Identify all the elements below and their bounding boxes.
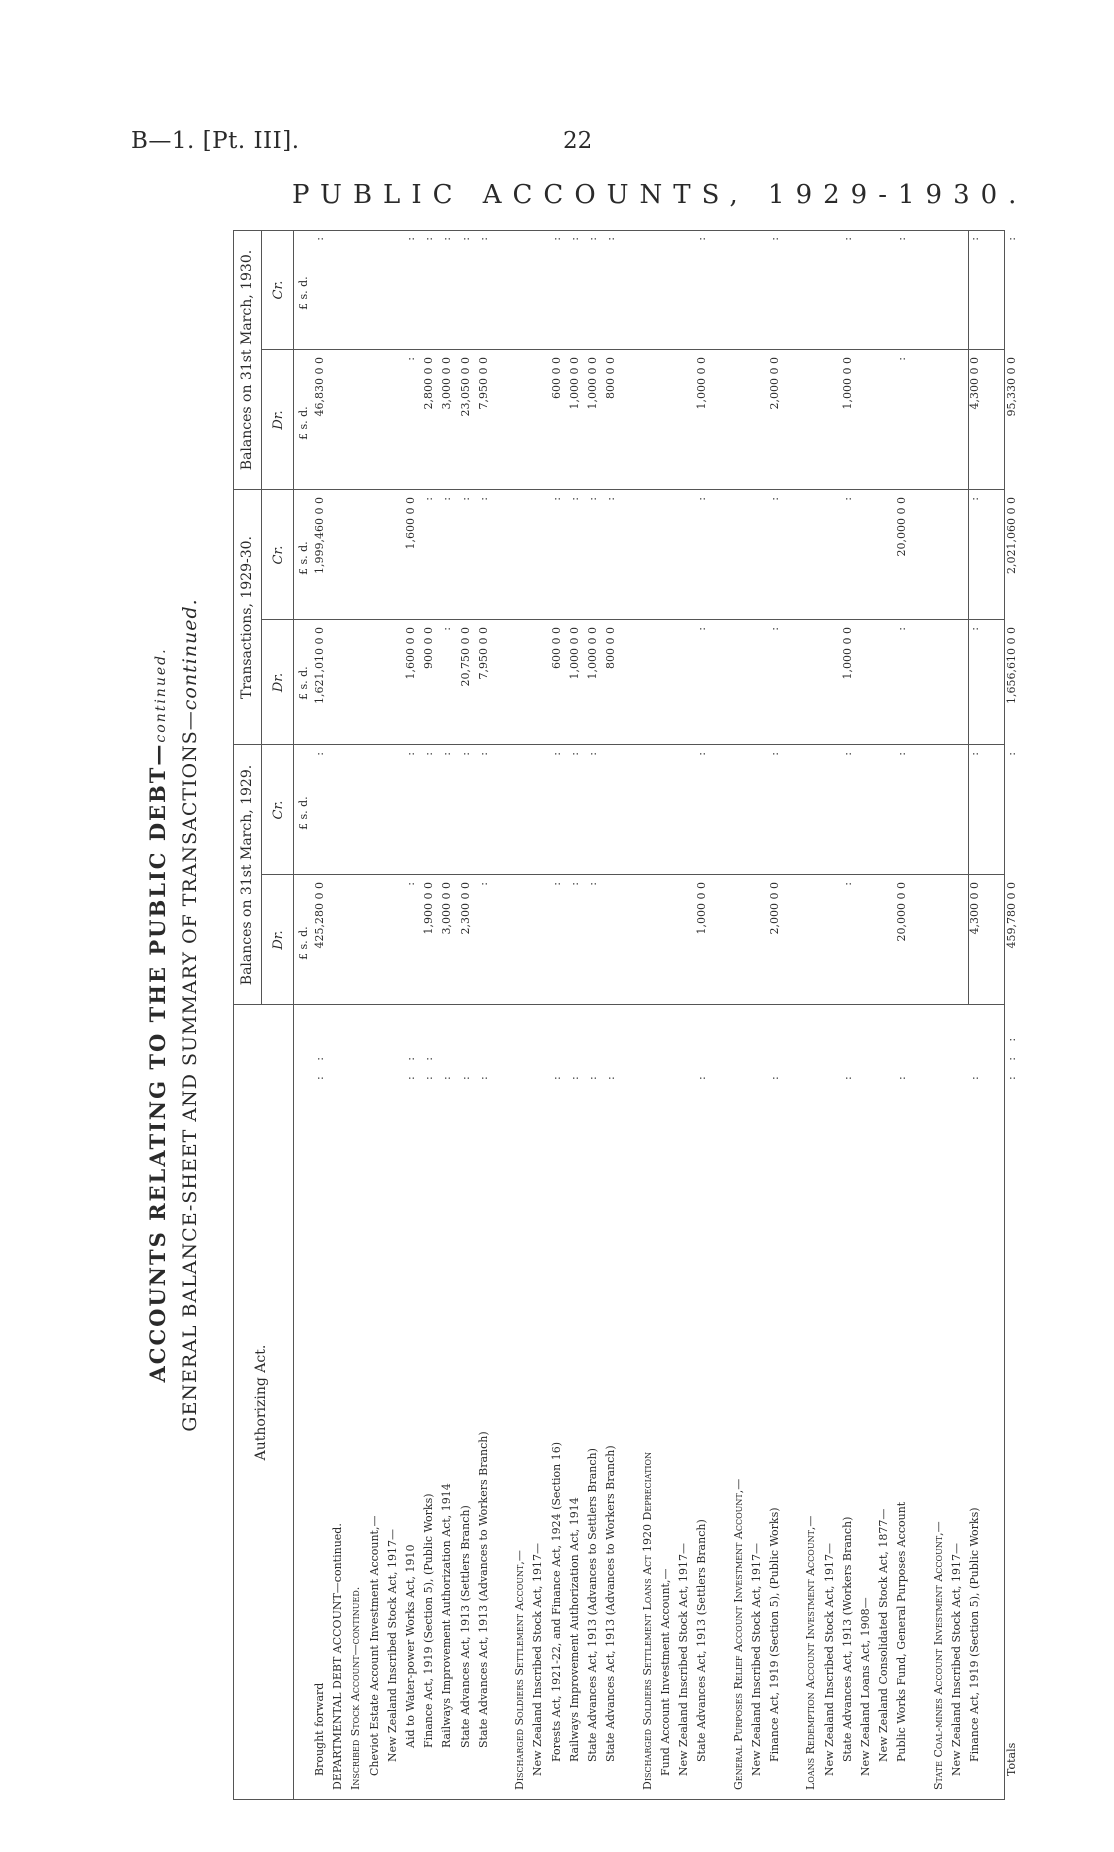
table-row bbox=[823, 230, 837, 1800]
cell-b29-dr: 3,000 0 0 bbox=[440, 882, 454, 935]
table-row bbox=[732, 230, 746, 1800]
cell-t-dr: : bbox=[968, 627, 982, 631]
b30-dr-currency: £ s. d. bbox=[297, 406, 310, 440]
row-label: New Zealand Inscribed Stock Act, 1917— bbox=[950, 1543, 963, 1776]
row-leader-dots: : : bbox=[313, 1051, 326, 1080]
table-row bbox=[895, 230, 909, 1800]
row-label: State Advances Act, 1913 (Settlers Branch) bbox=[458, 1505, 472, 1748]
table-row bbox=[513, 230, 527, 1800]
row-label: New Zealand Inscribed Stock Act, 1917— bbox=[385, 1529, 399, 1762]
cell-b29-cr: : bbox=[768, 752, 781, 756]
cell-t-dr: : bbox=[895, 627, 909, 631]
cell-b29-dr: 2,000 0 0 bbox=[768, 882, 781, 935]
cell-t-dr: 1,621,010 0 0 bbox=[313, 627, 326, 704]
row-leader-dots: : bbox=[604, 1070, 618, 1080]
table-row bbox=[622, 230, 636, 1800]
row-label: Fund Account Investment Account,— bbox=[658, 1568, 672, 1776]
table-row bbox=[641, 230, 655, 1800]
row-label: Forests Act, 1921-22, and Finance Act, 1924 (Section 16) bbox=[549, 1441, 563, 1762]
document-reference: B—1. [Pt. III]. bbox=[131, 128, 300, 154]
row-label: State Advances Act, 1913 (Advances to Workers Branch) bbox=[604, 1445, 618, 1762]
cell-b29-dr: : bbox=[404, 882, 417, 886]
table-row bbox=[677, 230, 691, 1800]
row-leader-dots: : bbox=[895, 1070, 909, 1080]
col-header-balances-1929: Balances on 31st March, 1929. bbox=[239, 764, 255, 986]
row-label: Inscribed Stock Account—continued. bbox=[349, 1586, 363, 1790]
table-row bbox=[531, 230, 545, 1800]
cell-b30-cr: : bbox=[440, 237, 454, 241]
row-label: Aid to Water-power Works Act, 1910 bbox=[404, 1544, 417, 1748]
cell-t-dr: 1,656,610 0 0 bbox=[1004, 627, 1018, 704]
table-subtitle-main: GENERAL BALANCE-SHEET AND SUMMARY OF TRANSACTIONS— bbox=[179, 710, 201, 1432]
cell-b29-cr: : bbox=[313, 752, 326, 756]
row-label: New Zealand Inscribed Stock Act, 1917— bbox=[677, 1543, 690, 1776]
table-row bbox=[477, 230, 491, 1800]
table-row bbox=[859, 230, 873, 1800]
cell-b30-dr: 1,000 0 0 bbox=[586, 357, 599, 410]
cell-b29-cr: : bbox=[549, 752, 563, 756]
table-title-main: ACCOUNTS RELATING TO THE PUBLIC DEBT— bbox=[145, 742, 170, 1383]
cell-b29-dr: 20,000 0 0 bbox=[895, 882, 909, 942]
cell-t-dr: 1,600 0 0 bbox=[404, 627, 417, 680]
cell-t-dr: 1,000 0 0 bbox=[840, 627, 854, 680]
row-label: General Purposes Relief Account Investment Account,— bbox=[731, 1478, 745, 1790]
cell-b30-cr: : bbox=[895, 237, 909, 241]
row-label: State Advances Act, 1913 (Workers Branch) bbox=[840, 1516, 854, 1762]
row-label: Discharged Soldiers Settlement Account,— bbox=[513, 1550, 527, 1790]
b29-dr-currency: £ s. d. bbox=[297, 926, 310, 960]
cell-b30-cr: : bbox=[768, 237, 781, 241]
cell-t-cr: : bbox=[695, 497, 709, 501]
table-title bbox=[145, 230, 170, 1800]
cell-t-cr: : bbox=[968, 497, 982, 501]
cell-b29-cr: : bbox=[404, 752, 417, 756]
cell-t-dr: : bbox=[695, 627, 709, 631]
cell-b29-cr: : bbox=[586, 752, 599, 756]
row-leader-dots: : bbox=[768, 1070, 781, 1080]
cell-b29-cr: : bbox=[567, 752, 581, 756]
cell-t-dr: 600 0 0 bbox=[549, 627, 563, 669]
row-leader-dots: : bbox=[840, 1070, 854, 1080]
row-label: Finance Act, 1919 (Section 5), (Public Works) bbox=[768, 1507, 781, 1762]
table-row bbox=[968, 230, 982, 1800]
cell-b29-dr: 4,300 0 0 bbox=[968, 882, 982, 935]
cell-b30-cr: : bbox=[404, 237, 417, 241]
table-row bbox=[986, 230, 1000, 1800]
table-row bbox=[568, 230, 582, 1800]
table-row bbox=[422, 230, 436, 1800]
row-label: Totals bbox=[1004, 1742, 1018, 1776]
cell-b29-dr: 2,300 0 0 bbox=[458, 882, 472, 935]
row-label: Finance Act, 1919 (Section 5), (Public Works) bbox=[968, 1507, 982, 1762]
table-row bbox=[950, 230, 964, 1800]
table-row bbox=[368, 230, 382, 1800]
row-leader-dots: : : bbox=[404, 1051, 417, 1080]
cell-b30-cr: : bbox=[586, 237, 599, 241]
b29-dr-header: Dr. bbox=[271, 930, 286, 950]
cell-t-cr: : bbox=[586, 497, 599, 501]
table-subtitle bbox=[179, 230, 201, 1800]
cell-b29-cr: : bbox=[440, 752, 454, 756]
cell-b30-dr: 600 0 0 bbox=[549, 357, 563, 399]
row-leader-dots: : bbox=[695, 1070, 709, 1080]
cell-b30-dr: 2,800 0 0 bbox=[422, 357, 436, 410]
row-label: New Zealand Loans Act, 1908— bbox=[859, 1597, 872, 1776]
cell-b30-cr: : bbox=[458, 237, 472, 241]
table-row bbox=[695, 230, 709, 1800]
cell-b29-cr: : bbox=[695, 752, 709, 756]
cell-t-dr: 1,000 0 0 bbox=[586, 627, 599, 680]
page-number: 22 bbox=[563, 128, 593, 154]
cell-t-dr: : bbox=[440, 627, 454, 631]
row-leader-dots: : bbox=[549, 1070, 563, 1080]
t-cr-currency: £ s. d. bbox=[297, 541, 310, 575]
table-row bbox=[750, 230, 764, 1800]
cell-b29-cr: : bbox=[476, 752, 490, 756]
row-label: New Zealand Inscribed Stock Act, 1917— bbox=[822, 1543, 836, 1776]
cell-b30-dr: 2,000 0 0 bbox=[768, 357, 781, 410]
cell-b29-dr: : bbox=[840, 882, 854, 886]
cell-b30-cr: : bbox=[313, 237, 326, 241]
table-row bbox=[349, 230, 363, 1800]
cell-b30-cr: : bbox=[422, 237, 436, 241]
table-title-continued: continued. bbox=[153, 647, 169, 743]
cell-t-cr: : bbox=[422, 497, 436, 501]
table-subtitle-continued: continued. bbox=[179, 598, 201, 711]
row-label: Cheviot Estate Account Investment Account,— bbox=[367, 1515, 381, 1776]
row-leader-dots: : bbox=[440, 1070, 454, 1080]
table-row bbox=[914, 230, 928, 1800]
table-row bbox=[713, 230, 727, 1800]
cell-b30-cr: : bbox=[1004, 237, 1018, 241]
t-dr-header: Dr. bbox=[271, 672, 286, 693]
row-label: New Zealand Inscribed Stock Act, 1917— bbox=[749, 1543, 763, 1776]
header-rule bbox=[293, 230, 294, 1800]
cell-t-cr: : bbox=[440, 497, 454, 501]
table-row bbox=[404, 230, 418, 1800]
row-leader-dots: : bbox=[458, 1070, 472, 1080]
b30-cr-currency: £ s. d. bbox=[297, 276, 310, 310]
row-label: New Zealand Inscribed Stock Act, 1917— bbox=[531, 1543, 545, 1776]
cell-t-cr: : bbox=[476, 497, 490, 501]
running-title: PUBLIC ACCOUNTS, 1929-1930. bbox=[292, 180, 1028, 210]
cell-b30-dr: 1,000 0 0 bbox=[695, 357, 709, 410]
table-top-rule bbox=[233, 230, 234, 1800]
table-row bbox=[804, 230, 818, 1800]
cell-t-cr: : bbox=[604, 497, 618, 501]
cell-b29-dr: 459,780 0 0 bbox=[1004, 882, 1018, 949]
cell-t-dr: 20,750 0 0 bbox=[458, 627, 472, 687]
table-row bbox=[440, 230, 454, 1800]
cell-b29-dr: : bbox=[549, 882, 563, 886]
row-label: Railways Improvement Authorization Act, 1914 bbox=[567, 1497, 581, 1762]
row-label: New Zealand Consolidated Stock Act, 1877— bbox=[877, 1508, 891, 1762]
table-row bbox=[313, 230, 327, 1800]
row-label: Brought forward bbox=[313, 1682, 326, 1776]
row-leader-dots: : bbox=[476, 1070, 490, 1080]
cell-b29-dr: 425,280 0 0 bbox=[313, 882, 326, 949]
cell-b29-cr: : bbox=[422, 752, 436, 756]
cell-t-cr: : bbox=[458, 497, 472, 501]
table-row bbox=[841, 230, 855, 1800]
table-row bbox=[459, 230, 473, 1800]
row-label: Loans Redemption Account Investment Account,— bbox=[804, 1515, 818, 1790]
cell-b30-dr: 7,950 0 0 bbox=[476, 357, 490, 410]
cell-b29-dr: : bbox=[567, 882, 581, 886]
col-header-transactions: Transactions, 1929-30. bbox=[239, 535, 255, 700]
cell-b30-dr: 46,830 0 0 bbox=[313, 357, 326, 417]
table-row bbox=[386, 230, 400, 1800]
b30-dr-header: Dr. bbox=[271, 410, 286, 430]
cell-b29-dr: : bbox=[586, 882, 599, 886]
group-header-rule bbox=[261, 230, 262, 1005]
row-label: Discharged Soldiers Settlement Loans Act 1920 Depreciation bbox=[640, 1451, 654, 1790]
accounts-table bbox=[233, 230, 1018, 1800]
rotated-table-block bbox=[145, 230, 1018, 1800]
cell-b30-dr: : bbox=[895, 357, 909, 361]
table-row bbox=[877, 230, 891, 1800]
cell-b30-dr: : bbox=[404, 357, 417, 361]
cell-b29-cr: : bbox=[1004, 752, 1018, 756]
row-label: State Advances Act, 1913 (Advances to Settlers Branch) bbox=[586, 1448, 599, 1762]
cell-t-dr: 1,000 0 0 bbox=[567, 627, 581, 680]
row-leader-dots: : bbox=[567, 1070, 581, 1080]
cell-b30-cr: : bbox=[549, 237, 563, 241]
row-label: State Coal-mines Account Investment Account,— bbox=[931, 1521, 945, 1790]
row-label: State Advances Act, 1913 (Settlers Branch) bbox=[695, 1519, 709, 1762]
row-label: Finance Act, 1919 (Section 5), (Public Works) bbox=[422, 1493, 436, 1748]
col-header-balances-1930: Balances on 31st March, 1930. bbox=[239, 249, 255, 471]
table-row bbox=[604, 230, 618, 1800]
cell-b30-cr: : bbox=[695, 237, 709, 241]
cell-b30-cr: : bbox=[968, 237, 982, 241]
table-row bbox=[550, 230, 564, 1800]
cell-t-cr: : bbox=[567, 497, 581, 501]
cell-t-cr: 1,999,460 0 0 bbox=[313, 497, 326, 574]
cell-t-dr: : bbox=[768, 627, 781, 631]
row-leader-dots: : bbox=[586, 1070, 599, 1080]
row-leader-dots: : bbox=[968, 1070, 982, 1080]
cell-b29-cr: : bbox=[840, 752, 854, 756]
cell-b30-dr: 1,000 0 0 bbox=[840, 357, 854, 410]
row-leader-dots: : : bbox=[422, 1051, 436, 1080]
row-label: Public Works Fund, General Purposes Account bbox=[895, 1501, 909, 1762]
cell-t-cr: : bbox=[549, 497, 563, 501]
cell-t-dr: 800 0 0 bbox=[604, 627, 618, 669]
cell-b30-dr: 23,050 0 0 bbox=[458, 357, 472, 417]
cell-b30-cr: : bbox=[604, 237, 618, 241]
col-header-act: Authorizing Act. bbox=[253, 1344, 269, 1461]
b30-cr-header: Cr. bbox=[271, 280, 286, 300]
cell-b30-cr: : bbox=[567, 237, 581, 241]
cell-t-cr: : bbox=[768, 497, 781, 501]
row-label: DEPARTMENTAL DEBT ACCOUNT—continued. bbox=[331, 1523, 345, 1790]
table-row bbox=[768, 230, 782, 1800]
cell-t-dr: 7,950 0 0 bbox=[476, 627, 490, 680]
row-label: Railways Improvement Authorization Act, 1914 bbox=[440, 1483, 454, 1748]
t-dr-currency: £ s. d. bbox=[297, 666, 310, 700]
cell-t-cr: : bbox=[840, 497, 854, 501]
cell-b30-cr: : bbox=[476, 237, 490, 241]
cell-t-cr: 20,000 0 0 bbox=[895, 497, 909, 557]
cell-t-cr: 2,021,060 0 0 bbox=[1004, 497, 1018, 574]
table-row bbox=[331, 230, 345, 1800]
cell-t-dr: 900 0 0 bbox=[422, 627, 436, 669]
cell-b30-dr: 1,000 0 0 bbox=[567, 357, 581, 410]
b29-cr-header: Cr. bbox=[271, 800, 286, 820]
cell-b29-cr: : bbox=[968, 752, 982, 756]
row-leader-dots: : : : bbox=[1004, 1031, 1018, 1080]
cell-b30-dr: 3,000 0 0 bbox=[440, 357, 454, 410]
cell-b29-dr: 1,000 0 0 bbox=[695, 882, 709, 935]
cell-b29-dr: 1,900 0 0 bbox=[422, 882, 436, 935]
cell-b30-cr: : bbox=[840, 237, 854, 241]
cell-b29-cr: : bbox=[895, 752, 909, 756]
cell-b30-dr: 4,300 0 0 bbox=[968, 357, 982, 410]
cell-b30-dr: 800 0 0 bbox=[604, 357, 618, 399]
cell-b30-dr: 95,330 0 0 bbox=[1004, 357, 1018, 417]
page-header bbox=[0, 0, 1114, 230]
row-label: State Advances Act, 1913 (Advances to Workers Branch) bbox=[476, 1431, 490, 1748]
table-row bbox=[495, 230, 509, 1800]
table-row bbox=[786, 230, 800, 1800]
table-row bbox=[659, 230, 673, 1800]
table-row bbox=[1005, 230, 1019, 1800]
cell-b29-cr: : bbox=[458, 752, 472, 756]
t-cr-header: Cr. bbox=[271, 545, 286, 565]
cell-b29-dr: : bbox=[476, 882, 490, 886]
cell-t-cr: 1,600 0 0 bbox=[404, 497, 417, 550]
b29-cr-currency: £ s. d. bbox=[297, 796, 310, 830]
table-row bbox=[586, 230, 600, 1800]
table-row bbox=[932, 230, 946, 1800]
